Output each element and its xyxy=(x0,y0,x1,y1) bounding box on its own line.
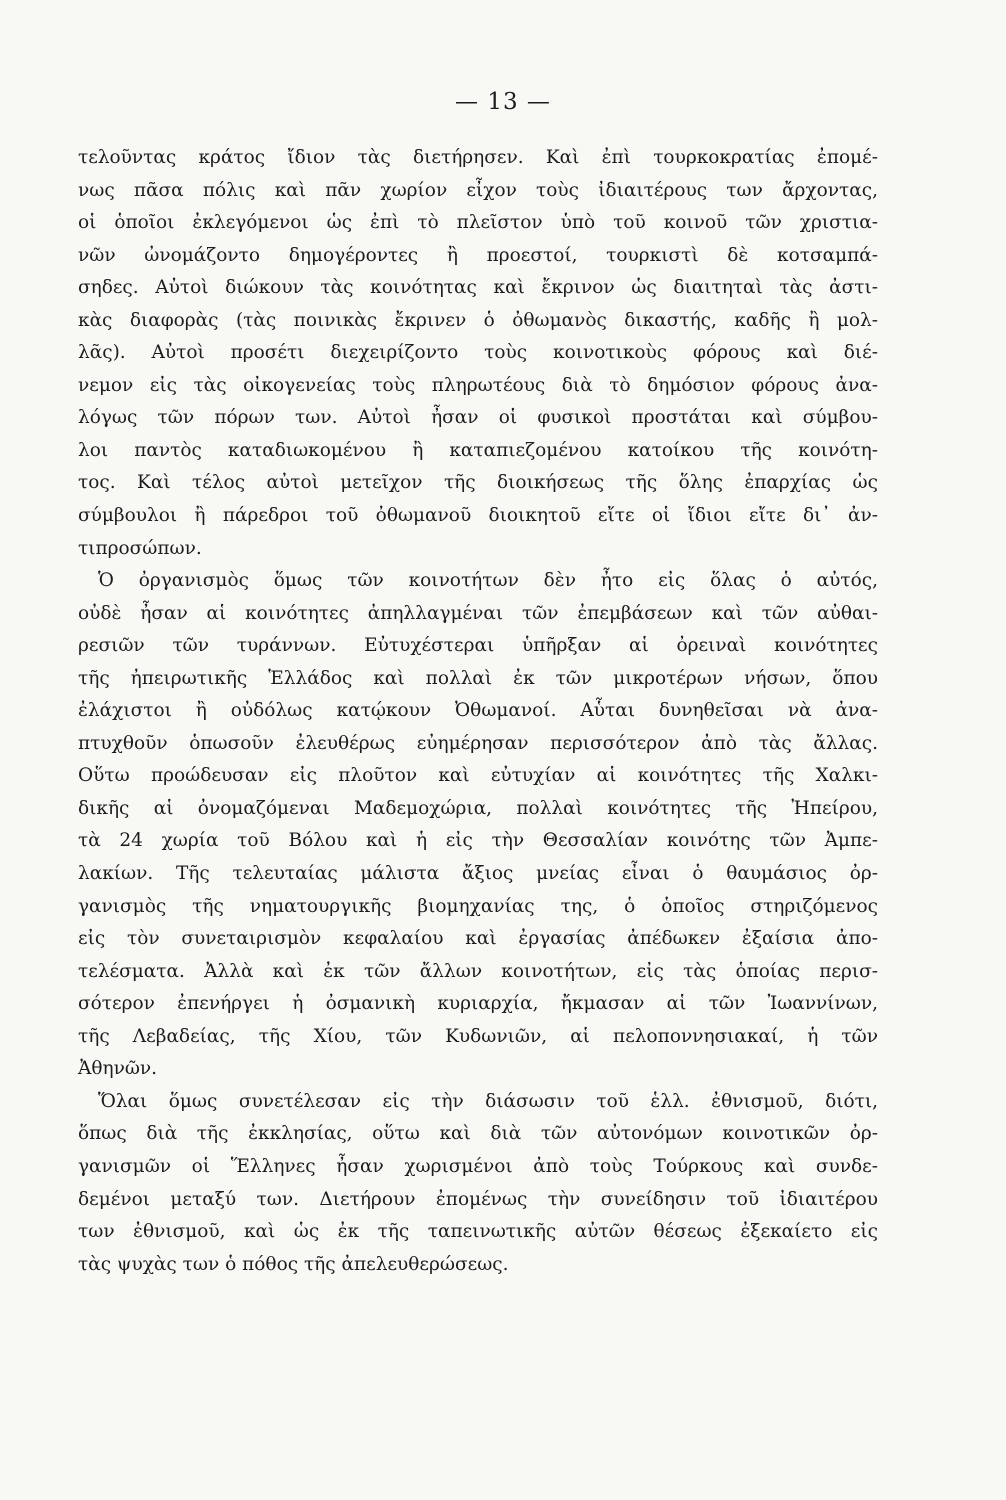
text-line: σότερον ἐπενήργει ἡ ὀσμανικὴ κυριαρχία, ἤκμασαν αἱ τῶν Ἰωαννίνων, xyxy=(78,993,878,1015)
paragraph-end-line: Ἀθηνῶν. xyxy=(78,1058,158,1080)
text-line: λακίων. Τῆς τελευταίας μάλιστα ἄξιος μνείας εἶναι ὁ θαυμάσιος ὀρ- xyxy=(78,863,878,885)
text-line: των ἐθνισμοῦ, καὶ ὡς ἐκ τῆς ταπεινωτικῆς αὐτῶν θέσεως ἐξεκαίετο εἰς xyxy=(78,1221,878,1243)
text-line: νῶν ὠνομάζοντο δημογέροντες ἢ προεστοί, τουρκιστὶ δὲ κοτσαμπά- xyxy=(78,244,878,266)
text-line: νως πᾶσα πόλις καὶ πᾶν χωρίον εἶχον τοὺς ἰδιαιτέρους των ἄρχοντας, xyxy=(78,179,878,201)
text-line: νεμον εἰς τὰς οἰκογενείας τοὺς πληρωτέους διὰ τὸ δημόσιον φόρους ἀνα- xyxy=(78,374,878,396)
text-line: γανισμὸς τῆς νηματουργικῆς βιομηχανίας της, ὁ ὁποῖος στηριζόμενος xyxy=(78,895,878,917)
text-line: σηδες. Αὐτοὶ διώκουν τὰς κοινότητας καὶ ἔκρινον ὡς διαιτηταὶ τὰς ἀστι- xyxy=(78,277,878,299)
paragraph-end-line: τὰς ψυχὰς των ὁ πόθος τῆς ἀπελευθερώσεως. xyxy=(78,1253,509,1275)
paragraph-start-line: Ὁ ὀργανισμὸς ὅμως τῶν κοινοτήτων δὲν ἦτο εἰς ὅλας ὁ αὐτός, xyxy=(98,570,878,592)
text-line: λόγως τῶν πόρων των. Αὐτοὶ ἦσαν οἱ φυσικοὶ προστάται καὶ σύμβου- xyxy=(78,407,878,429)
text-line: τελοῦντας κράτος ἴδιον τὰς διετήρησεν. Καὶ ἐπὶ τουρκοκρατίας ἐπομέ- xyxy=(78,147,878,168)
text-line: λᾶς). Αὐτοὶ προσέτι διεχειρίζοντο τοὺς κοινοτικοὺς φόρους καὶ διέ- xyxy=(78,342,878,364)
text-line: πτυχθοῦν ὁπωσοῦν ἐλευθέρως εὐημέρησαν περισσότερον ἀπὸ τὰς ἄλλας. xyxy=(78,732,878,754)
text-line: τελέσματα. Ἀλλὰ καὶ ἐκ τῶν ἄλλων κοινοτήτων, εἰς τὰς ὁποίας περισ- xyxy=(78,960,878,982)
text-line: εἰς τὸν συνεταιρισμὸν κεφαλαίου καὶ ἐργασίας ἀπέδωκεν ἐξαίσια ἀπο- xyxy=(78,928,878,950)
text-line: τὰ 24 χωρία τοῦ Βόλου καὶ ἡ εἰς τὴν Θεσσαλίαν κοινότης τῶν Ἀμπε- xyxy=(78,830,878,852)
text-line: λοι παντὸς καταδιωκομένου ἢ καταπιεζομένου κατοίκου τῆς κοινότη- xyxy=(78,439,878,461)
paragraph-end-line: τιπροσώπων. xyxy=(78,537,202,559)
text-line: γανισμῶν οἱ Ἕλληνες ἦσαν χωρισμένοι ἀπὸ τοὺς Τούρκους καὶ συνδε- xyxy=(78,1155,878,1177)
text-line: τῆς ἠπειρωτικῆς Ἑλλάδος καὶ πολλαὶ ἐκ τῶν μικροτέρων νήσων, ὅπου xyxy=(78,667,878,689)
text-line: ρεσιῶν τῶν τυράννων. Εὐτυχέστεραι ὑπῆρξαν αἱ ὀρειναὶ κοινότητες xyxy=(78,635,878,657)
text-line: σύμβουλοι ἢ πάρεδροι τοῦ ὀθωμανοῦ διοικητοῦ εἴτε οἱ ἴδιοι εἴτε δι᾽ ἀν- xyxy=(78,505,878,527)
text-line: δεμένοι μεταξύ των. Διετήρουν ἐπομένως τὴν συνείδησιν τοῦ ἰδιαιτέρου xyxy=(78,1188,878,1210)
body-text xyxy=(78,142,878,1281)
text-line: ἐλάχιστοι ἢ οὐδόλως κατῴκουν Ὀθωμανοί. Αὗται δυνηθεῖσαι νὰ ἀνα- xyxy=(78,700,878,722)
page-number: — 13 — xyxy=(455,89,551,115)
text-line: Οὕτω προώδευσαν εἰς πλοῦτον καὶ εὐτυχίαν αἱ κοινότητες τῆς Χαλκι- xyxy=(78,765,878,787)
paragraph-start-line: Ὅλαι ὅμως συνετέλεσαν εἰς τὴν διάσωσιν τοῦ ἑλλ. ἐθνισμοῦ, διότι, xyxy=(98,1090,878,1112)
text-line: οὐδὲ ἦσαν αἱ κοινότητες ἀπηλλαγμέναι τῶν ἐπεμβάσεων καὶ τῶν αὐθαι- xyxy=(78,602,878,624)
text-line: τῆς Λεβαδείας, τῆς Χίου, τῶν Κυδωνιῶν, αἱ πελοποννησιακαί, ἡ τῶν xyxy=(78,1025,878,1047)
text-line: τος. Καὶ τέλος αὐτοὶ μετεῖχον τῆς διοικήσεως τῆς ὅλης ἐπαρχίας ὡς xyxy=(78,472,878,494)
text-line: οἱ ὁποῖοι ἐκλεγόμενοι ὡς ἐπὶ τὸ πλεῖστον ὑπὸ τοῦ κοινοῦ τῶν χριστια- xyxy=(78,212,878,234)
text-line: κὰς διαφορὰς (τὰς ποινικὰς ἔκρινεν ὁ ὀθωμανὸς δικαστής, καδῆς ἢ μολ- xyxy=(78,309,878,331)
text-line: δικῆς αἱ ὀνομαζόμεναι Μαδεμοχώρια, πολλαὶ κοινότητες τῆς Ἠπείρου, xyxy=(78,797,878,819)
text-line: ὅπως διὰ τῆς ἐκκλησίας, οὕτω καὶ διὰ τῶν αὐτονόμων κοινοτικῶν ὀρ- xyxy=(78,1123,878,1145)
